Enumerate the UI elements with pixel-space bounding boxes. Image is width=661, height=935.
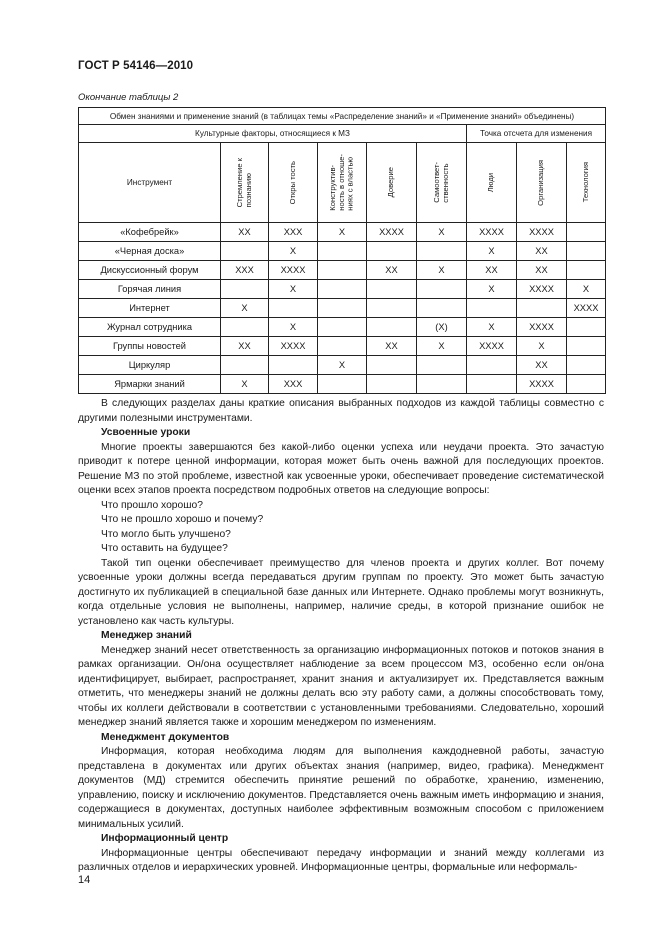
column-header <box>318 143 367 223</box>
column-header-label: Организация <box>536 159 546 206</box>
rating-cell: X <box>567 280 606 299</box>
rating-cell <box>567 318 606 337</box>
column-header-label: Технология <box>580 162 590 203</box>
rating-cell: XXXX <box>467 337 517 356</box>
tool-name: Группы новостей <box>79 337 221 356</box>
rating-cell: (X) <box>417 318 467 337</box>
rating-cell <box>318 318 367 337</box>
rating-cell <box>567 356 606 375</box>
table-row <box>79 223 606 242</box>
rating-cell <box>367 375 417 394</box>
knowledge-manager-paragraph: Менеджер знаний несет ответственность за организацию информационных потоков и потоков знания в рамках организации. Он/она осуществляет наблюдение за всем процессом МЗ, особенно если он/она идентифицирует, выбирает, распространяет, хранит знания и актуализирует их. Представляется важным отметить, что менеджеры знаний не должны делать всю эту работу сами, а должны способствовать тому, чтобы их коллеги действовали в соответствии с установленными требованиями. Следовательно, хороший менеджер знаний является также и хорошим менеджером по изменениям. <box>78 644 604 728</box>
rating-cell <box>567 375 606 394</box>
rating-cell: X <box>269 280 318 299</box>
rating-cell: XXX <box>269 223 318 242</box>
tool-name: «Кофебрейк» <box>79 223 221 242</box>
rating-cell: XXXX <box>517 318 567 337</box>
document-header: ГОСТ Р 54146—2010 <box>78 60 194 72</box>
column-header-label: Откры тость <box>287 160 297 205</box>
rating-cell <box>221 280 269 299</box>
rating-cell: X <box>467 242 517 261</box>
table-row <box>79 261 606 280</box>
tool-name: Ярмарки знаний <box>79 375 221 394</box>
column-header-label: Стремление к познанию <box>234 157 253 208</box>
rating-cell <box>567 242 606 261</box>
rating-cell <box>417 299 467 318</box>
rating-cell <box>467 299 517 318</box>
table-caption: Окончание таблицы 2 <box>78 92 179 103</box>
rating-cell <box>367 280 417 299</box>
rating-cell: XXXX <box>467 223 517 242</box>
rating-cell <box>517 299 567 318</box>
rating-cell <box>221 356 269 375</box>
rating-cell <box>318 242 367 261</box>
rating-cell: X <box>318 223 367 242</box>
table-row <box>79 299 606 318</box>
rating-cell <box>318 280 367 299</box>
column-header-label: Конструктив- ность в отноше- ниях с властью <box>327 154 355 211</box>
lessons-paragraph-2: Такой тип оценки обеспечивает преимущество для членов проекта и других коллег. Вот почему усвоенные уроки должны всегда передаваться другим группам по проекту. Это может быть зачастую достигнуто их публикацией в специальной базе данных или Интернете. Однако проблемы могут возникнуть, когда отдельные условия не выполнены, например, наличие среды, в которой признание ошибок не установлено как часть культуры. <box>78 557 604 627</box>
rating-cell <box>367 299 417 318</box>
rating-cell: XXXX <box>269 261 318 280</box>
column-header <box>467 143 517 223</box>
rating-cell: X <box>517 337 567 356</box>
tool-name: Горячая линия <box>79 280 221 299</box>
rating-cell <box>467 375 517 394</box>
rating-cell <box>269 356 318 375</box>
rating-cell <box>367 242 417 261</box>
rating-cell: X <box>467 318 517 337</box>
column-header-label: Люди <box>486 172 496 193</box>
table-row <box>79 337 606 356</box>
table-row <box>79 242 606 261</box>
column-header <box>567 143 606 223</box>
information-center-paragraph: Информационные центры обеспечивают передачу информации и знаний между коллегами из различных отделов и иерархических уровней. Информационные центры, формальные или неформаль- <box>78 847 604 873</box>
cultural-factors-header: Культурные факторы, относящиеся к МЗ <box>79 125 467 143</box>
rating-cell <box>318 261 367 280</box>
rating-cell: XXX <box>221 261 269 280</box>
rating-cell <box>567 261 606 280</box>
column-header <box>221 143 269 223</box>
question-3: Что могло быть улучшено? <box>101 528 231 540</box>
rating-cell: X <box>221 375 269 394</box>
rating-cell <box>367 318 417 337</box>
table-row <box>79 356 606 375</box>
knowledge-tools-table <box>78 107 606 394</box>
tool-name: Интернет <box>79 299 221 318</box>
column-header <box>417 143 467 223</box>
rating-cell: X <box>269 242 318 261</box>
rating-cell: XX <box>517 242 567 261</box>
intro-paragraph: В следующих разделах даны краткие описания выбранных подходов из каждой таблицы совместно с другими полезными инструментами. <box>78 398 604 424</box>
tool-name: Дискуссионный форум <box>79 261 221 280</box>
rating-cell: XXXX <box>517 223 567 242</box>
rating-cell <box>318 375 367 394</box>
rating-cell <box>417 375 467 394</box>
question-4: Что оставить на будущее? <box>101 543 228 554</box>
rating-cell <box>318 299 367 318</box>
column-header <box>269 143 318 223</box>
body-text <box>78 397 604 876</box>
rating-cell <box>567 223 606 242</box>
document-management-heading: Менеджмент документов <box>101 731 230 743</box>
rating-cell: X <box>318 356 367 375</box>
question-1: Что прошло хорошо? <box>101 499 203 511</box>
rating-cell: XX <box>517 356 567 375</box>
rating-cell: X <box>221 299 269 318</box>
rating-cell: XXX <box>269 375 318 394</box>
rating-cell <box>567 337 606 356</box>
instrument-header: Инструмент <box>79 143 221 223</box>
rating-cell: X <box>269 318 318 337</box>
table-row <box>79 280 606 299</box>
rating-cell <box>467 356 517 375</box>
page-number: 14 <box>78 874 91 886</box>
rating-cell <box>221 242 269 261</box>
rating-cell: XXXX <box>269 337 318 356</box>
rating-cell <box>318 337 367 356</box>
rating-cell: XX <box>221 223 269 242</box>
tool-name: Журнал сотрудника <box>79 318 221 337</box>
rating-cell: X <box>417 261 467 280</box>
question-2: Что не прошло хорошо и почему? <box>101 514 264 525</box>
tool-name: «Черная доска» <box>79 242 221 261</box>
table-top-header: Обмен знаниями и применение знаний (в таблицах темы «Распределение знаний» и «Применение знаний» объединены) <box>79 108 606 125</box>
rating-cell: X <box>417 337 467 356</box>
rating-cell: XXXX <box>567 299 606 318</box>
rating-cell <box>269 299 318 318</box>
rating-cell: XX <box>467 261 517 280</box>
column-header <box>367 143 417 223</box>
rating-cell: X <box>417 223 467 242</box>
lessons-heading: Усвоенные уроки <box>101 427 191 438</box>
rating-cell: XX <box>517 261 567 280</box>
table-row <box>79 375 606 394</box>
column-header-label: Доверие <box>386 167 396 198</box>
rating-cell: XXXX <box>367 223 417 242</box>
lessons-paragraph-1: Многие проекты завершаются без какой-либо оценки успеха или неудачи проекта. Это зачастую приводит к потере ценной информации, которая может быть очень важной для последующих проектов. Решение МЗ по этой проблеме, известной как усвоенные уроки, обеспечивает проведение систематической оценки всех этапов проекта посредством подробных ответов на следующие вопросы: <box>78 441 604 496</box>
rating-cell <box>221 318 269 337</box>
tool-name: Циркуляр <box>79 356 221 375</box>
column-header <box>517 143 567 223</box>
information-center-heading: Информационный центр <box>101 833 229 844</box>
rating-cell <box>417 356 467 375</box>
change-point-header: Точка отсчета для изменения <box>467 125 606 143</box>
rating-cell: XX <box>367 261 417 280</box>
knowledge-manager-heading: Менеджер знаний <box>101 630 192 641</box>
column-header-label: Самоответ- ственность <box>431 162 450 203</box>
rating-cell <box>417 280 467 299</box>
rating-cell: X <box>467 280 517 299</box>
table-row <box>79 318 606 337</box>
rating-cell <box>417 242 467 261</box>
rating-cell: XXXX <box>517 375 567 394</box>
rating-cell: XX <box>367 337 417 356</box>
rating-cell: XXXX <box>517 280 567 299</box>
rating-cell <box>367 356 417 375</box>
document-management-paragraph: Информация, которая необходима людям для выполнения каждодневной работы, зачастую представлена в документах или других объектах знания (например, видео, графика). Менеджмент документов (МД) стремится обеспечить принятие решений по обработке, хранению, изменению, управлению, поиску и исключению документов. Представляется очень важным иметь информацию и знания, содержащиеся в документах, доступных наиболее эффективным возможным способом с приложением минимальных усилий. <box>78 746 604 830</box>
rating-cell: XX <box>221 337 269 356</box>
